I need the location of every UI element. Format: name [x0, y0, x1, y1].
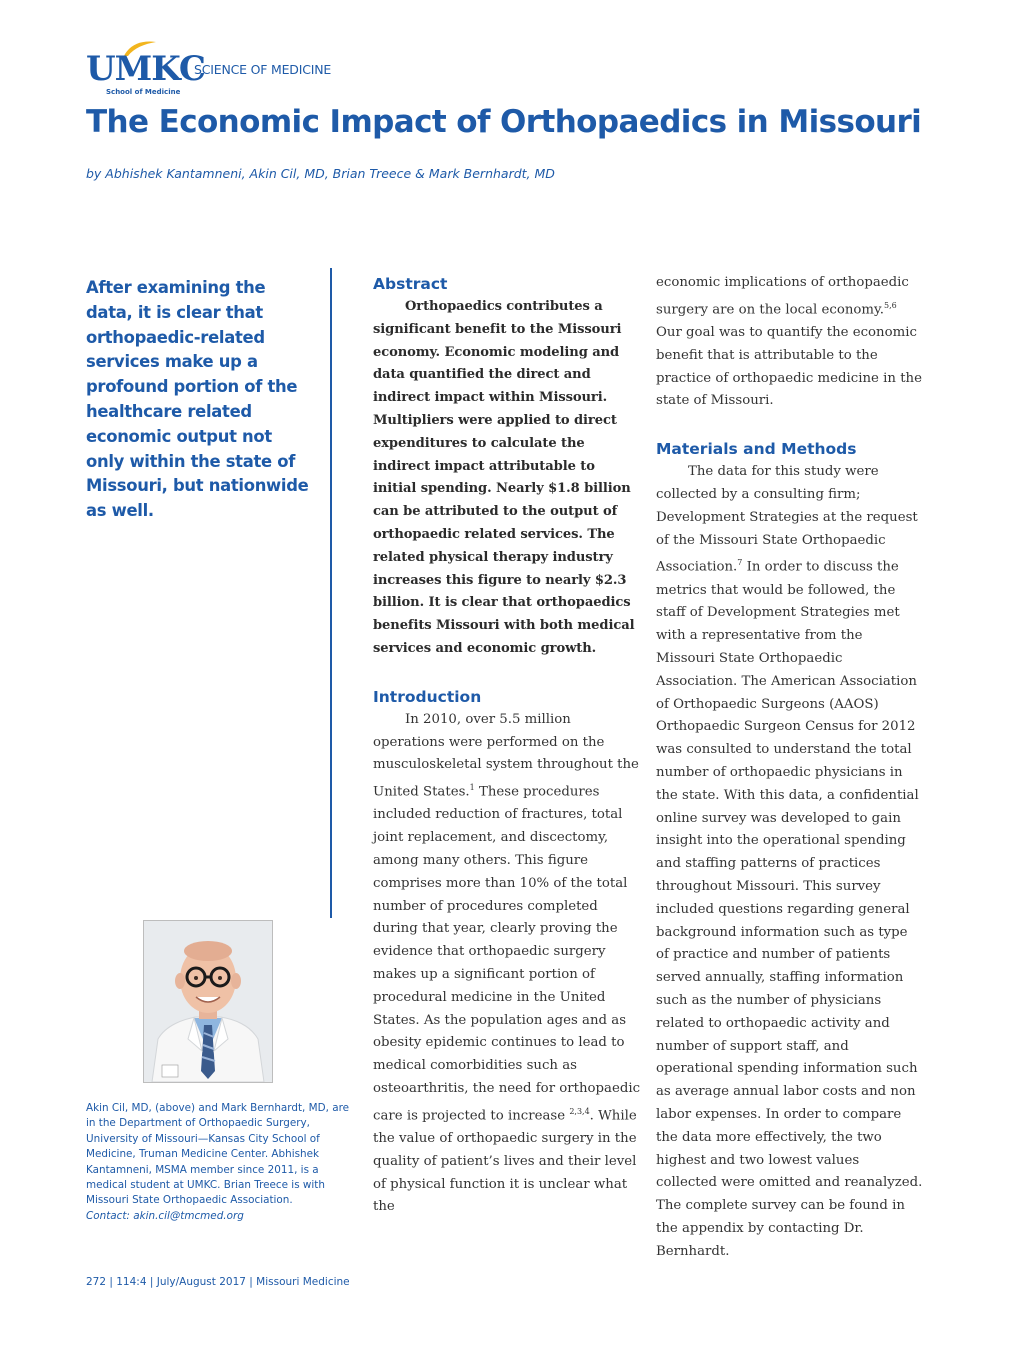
intro-cont-text-2: Our goal was to quantify the economic benefit that is attributable to the practice of orthopaedic medicine in the state of Missouri.	[656, 325, 922, 409]
right-column	[656, 272, 924, 1264]
umkc-logo	[86, 38, 366, 98]
intro-text-1: In 2010, over 5.5 million operations were performed on the musculoskeletal system throughout the United States.	[373, 711, 639, 800]
intro-text-3: . While the value of orthopaedic surgery in the quality of patient’s lives and their level of physical function it is unclear what the	[373, 1108, 637, 1215]
article-title: The Economic Impact of Orthopaedics in Missouri	[86, 104, 922, 140]
introduction-paragraph	[373, 709, 641, 1219]
middle-column	[373, 272, 641, 1219]
abstract-heading: Abstract	[373, 275, 448, 293]
author-caption	[86, 1101, 354, 1224]
logo-subtitle: School of Medicine	[106, 88, 181, 96]
page-footer: 272 | 114:4 | July/August 2017 | Missouri Medicine	[86, 1276, 350, 1288]
caption-contact: Contact: akin.cil@tmcmed.org	[86, 1209, 244, 1222]
logo-wordmark: UMKC	[86, 49, 205, 89]
methods-ref: 7	[737, 558, 743, 568]
column-divider	[330, 268, 332, 918]
intro-cont-ref: 5,6	[883, 300, 897, 310]
abstract-body: Orthopaedics contributes a significant benefit to the Missouri economy. Economic modeling and data quantified the direct and indirect impact within Missouri. Multipliers were applied to direct expenditures to calculate the indirect impact attributable to initial spending. Nearly $1.8 billion can be attributed to the output of orthopaedic related services. The related physical therapy industry increases this figure to nearly $2.3 billion. It is clear that orthopaedics benefits Missouri with both medical services and economic growth.	[373, 299, 635, 656]
intro-text-2: These procedures included reduction of fractures, total joint replacement, and discectomy, among many others. This figure comprises more than 10% of the total number of procedures completed during that year, clearly proving the evidence that orthopaedic surgery makes up a significant portion of procedural medicine in the United States. As the population ages and as obesity epidemic continues to lead to medical comorbidities such as osteoarthritis, the need for orthopaedic care is projected to increase	[373, 784, 641, 1124]
methods-heading: Materials and Methods	[656, 440, 857, 459]
introduction-continuation	[656, 272, 924, 413]
pull-quote: After examining the data, it is clear that orthopaedic-related services make up a profound portion of the healthcare related economic output not only within the state of Missouri, but nationwide as well.	[86, 278, 309, 521]
intro-ref-2: 2,3,4	[569, 1106, 590, 1116]
caption-text: Akin Cil, MD, (above) and Mark Bernhardt, MD, are in the Department of Orthopaedic Surgery, University of Missouri—Kansas City School of Medicine, Truman Medicine Center. Abhishek Kantamneni, MSMA member since 2011, is a medical student at UMKC. Brian Treece is with Missouri State Orthopaedic Association.	[86, 1102, 350, 1207]
logo-tagline: SCIENCE OF MEDICINE	[194, 62, 332, 77]
methods-text-1: The data for this study were collected by a consulting firm; Development Strategies at the request of the Missouri State Orthopaedic Association.	[656, 464, 918, 575]
methods-text-2: In order to discuss the metrics that would be followed, the staff of Development Strategies met with a representative from the Missouri State Orthopaedic Association. The American Association of Orthopaedic Surgeons (AAOS) Orthopaedic Surgeon Census for 2012 was consulted to understand the total number of orthopaedic physicians in the state. With this data, a confidential online survey was developed to gain insight into the operational spending and staffing patterns of practices throughout Missouri. This survey included questions regarding general background information such as type of practice and number of patients served annually, staffing information such as the number of physicians related to orthopaedic activity and number of support staff, and operational spending information such as average annual labor costs and non labor expenses. In order to compare the data more effectively, the two highest and two lowest values collected were omitted and reanalyzed. The complete survey can be found in the appendix by contacting Dr. Bernhardt.	[656, 559, 923, 1259]
article-byline: by Abhishek Kantamneni, Akin Cil, MD, Brian Treece & Mark Bernhardt, MD	[86, 166, 555, 181]
methods-paragraph	[656, 461, 924, 1263]
author-photo	[143, 920, 273, 1083]
introduction-heading: Introduction	[373, 687, 482, 706]
author-portrait-icon	[144, 921, 272, 1082]
intro-ref-1: 1	[469, 783, 475, 793]
intro-cont-text-1: economic implications of orthopaedic surgery are on the local economy.	[656, 275, 909, 318]
